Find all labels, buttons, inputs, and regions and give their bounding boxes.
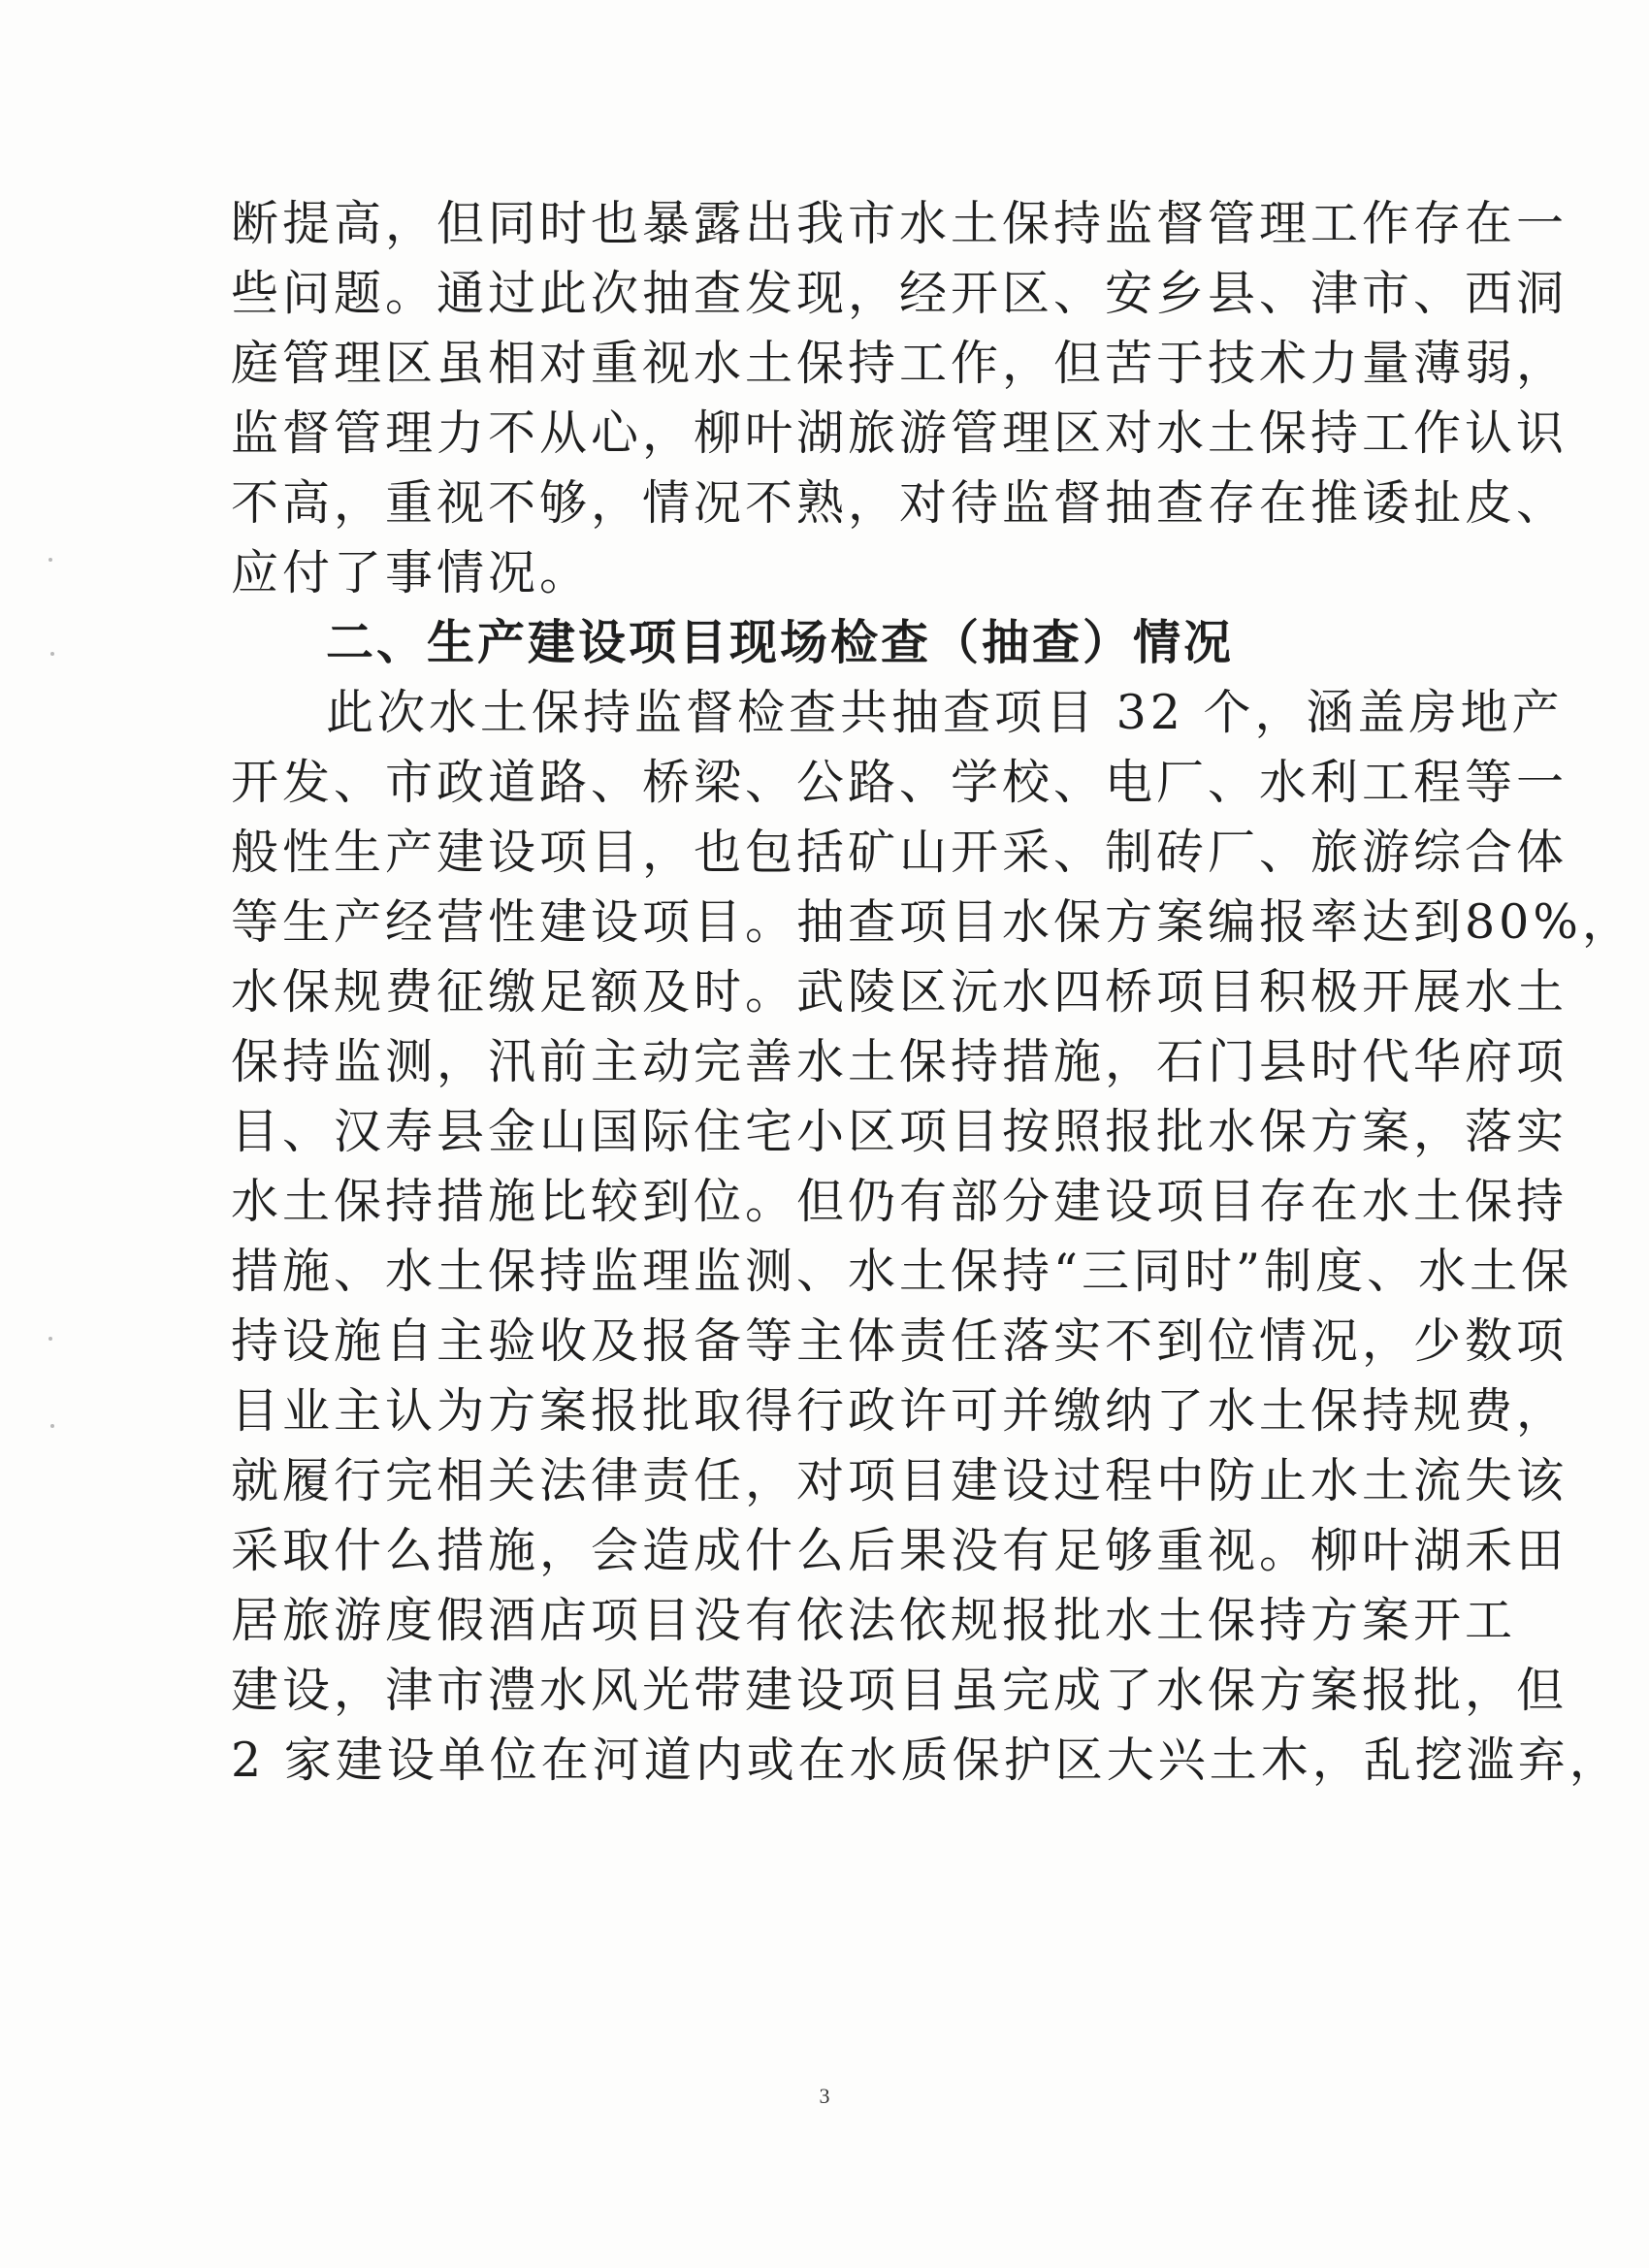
text-line: 等生产经营性建设项目。抽查项目水保方案编报率达到80%，: [231, 894, 1633, 950]
scan-speck: [48, 1337, 52, 1341]
section-heading: 二、生产建设项目现场检查（抽查）情况: [326, 615, 1235, 670]
text-line: 水土保持措施比较到位。但仍有部分建设项目存在水土保持: [231, 1174, 1568, 1229]
text-line: 此次水土保持监督检查共抽查项目 32 个，涵盖房地产: [326, 685, 1564, 740]
scan-speck: [50, 652, 54, 656]
text-line: 保持监测，汛前主动完善水土保持措施，石门县时代华府项: [231, 1034, 1568, 1089]
scan-speck: [50, 1424, 54, 1428]
text-line: 些问题。通过此次抽查发现，经开区、安乡县、津市、西洞: [231, 266, 1568, 321]
document-body: [231, 189, 1633, 1796]
text-line: 水保规费征缴足额及时。武陵区沅水四桥项目积极开展水土: [231, 964, 1568, 1020]
paragraph-inspection: [231, 678, 1633, 1796]
text-line: 目、汉寿县金山国际住宅小区项目按照报批水保方案，落实: [231, 1104, 1568, 1159]
text-line: 开发、市政道路、桥梁、公路、学校、电厂、水利工程等一: [231, 755, 1568, 810]
text-line: 居旅游度假酒店项目没有依法依规报批水土保持方案开工: [231, 1593, 1517, 1648]
paragraph-continued: [231, 189, 1568, 608]
text-line: 就履行完相关法律责任，对项目建设过程中防止水土流失该: [231, 1453, 1568, 1508]
text-line: 目业主认为方案报批取得行政许可并缴纳了水土保持规费，: [231, 1383, 1568, 1439]
text-line: 2 家建设单位在河道内或在水质保护区大兴土木，乱挖滥弃，: [231, 1733, 1621, 1788]
text-line: 庭管理区虽相对重视水土保持工作，但苦于技术力量薄弱，: [231, 336, 1568, 391]
text-line: 断提高，但同时也暴露出我市水土保持监督管理工作存在一: [231, 196, 1568, 251]
text-line: 应付了事情况。: [231, 545, 592, 600]
scan-speck: [48, 558, 52, 562]
text-line: 不高，重视不够，情况不熟，对待监督抽查存在推诿扯皮、: [231, 475, 1568, 531]
text-line: 建设，津市澧水风光带建设项目虽完成了水保方案报批，但: [231, 1663, 1568, 1718]
text-line: 采取什么措施，会造成什么后果没有足够重视。柳叶湖禾田: [231, 1523, 1568, 1578]
text-line: 监督管理力不从心，柳叶湖旅游管理区对水土保持工作认识: [231, 405, 1568, 461]
text-line: 般性生产建设项目，也包括矿山开采、制砖厂、旅游综合体: [231, 825, 1568, 880]
text-line: 措施、水土保持监理监测、水土保持“三同时”制度、水土保: [231, 1244, 1573, 1299]
page-number: 3: [819, 2084, 830, 2108]
text-line: 持设施自主验收及报备等主体责任落实不到位情况，少数项: [231, 1313, 1568, 1369]
